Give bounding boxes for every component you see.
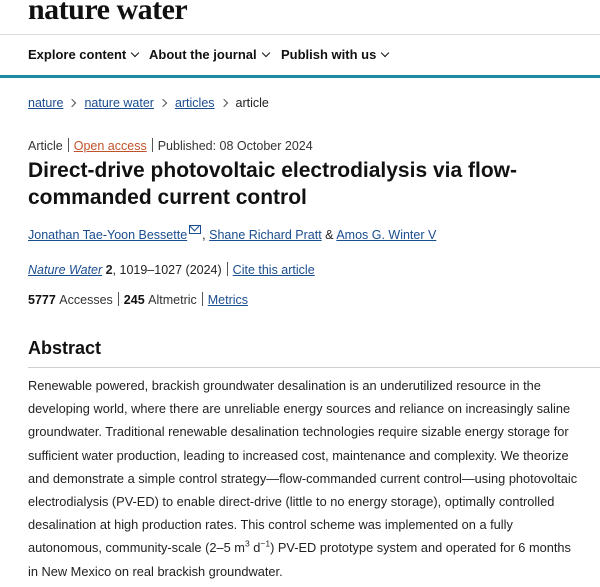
- main-nav: [0, 34, 600, 78]
- journal-link[interactable]: Nature Water: [28, 263, 103, 277]
- article-type: Article: [28, 139, 63, 153]
- abstract-text-part2: d: [249, 540, 261, 556]
- chevron-down-icon: [131, 49, 139, 57]
- superscript-minus1: −1: [260, 539, 271, 550]
- abstract-text: [28, 374, 580, 583]
- chevron-down-icon: [381, 49, 389, 57]
- superscript-3: 3: [244, 539, 250, 550]
- accesses-label: Accesses: [59, 293, 113, 307]
- altmetric-score: 245: [123, 293, 145, 307]
- article-meta: [28, 138, 313, 153]
- divider: [227, 262, 228, 276]
- nav-about-the-journal[interactable]: [149, 47, 269, 62]
- open-access-link[interactable]: Open access: [73, 139, 147, 153]
- email-icon[interactable]: [189, 225, 201, 234]
- abstract-heading: Abstract: [28, 338, 102, 358]
- volume-number: 2: [105, 263, 113, 277]
- nav-publish-with-us-label: Publish with us: [281, 47, 377, 62]
- chevron-right-icon: [159, 99, 167, 107]
- divider: [68, 138, 69, 152]
- chevron-right-icon: [68, 99, 76, 107]
- citation-line: [28, 262, 315, 277]
- author-link-winter[interactable]: Amos G. Winter V: [336, 228, 437, 242]
- author-separator: ,: [202, 228, 206, 242]
- divider: [118, 292, 119, 306]
- author-link-pratt[interactable]: Shane Richard Pratt: [209, 228, 322, 242]
- article-title: Direct-drive photovoltaic electrodialysis via flow-commanded current control: [28, 159, 517, 209]
- breadcrumb-articles[interactable]: articles: [174, 96, 215, 110]
- cite-this-article-link[interactable]: Cite this article: [232, 263, 315, 277]
- nav-about-the-journal-label: About the journal: [149, 47, 257, 62]
- breadcrumb-current: article: [235, 96, 269, 110]
- nav-publish-with-us[interactable]: [281, 47, 388, 62]
- metrics-link[interactable]: Metrics: [207, 293, 249, 307]
- breadcrumb: [28, 96, 269, 110]
- abstract-text-part1: Renewable powered, brackish groundwater desalination is an underutilized resource in the developing world, where there are unreliable energy sources and reliance on increasingly saline groundwater. Traditional renewable desalination technologies require sizable energy storage for sufficient water production, leading to increased cost, maintenance and complexity. We theorize and demonstrate a simple control strategy—flow-commanded current control—using photovoltaic electrodialysis (PV-ED) to enable direct-drive (little to no energy storage), optimally controlled desalination at high production rates. This control scheme was implemented on a fully autonomous, community-scale (2–5 m: [28, 378, 578, 556]
- author-list: [28, 228, 436, 242]
- divider: [152, 138, 153, 152]
- site-logo[interactable]: nature water: [28, 0, 188, 26]
- abstract-divider: [28, 367, 600, 368]
- breadcrumb-nature[interactable]: nature: [28, 96, 64, 110]
- pages-year: , 1019–1027 (2024): [112, 263, 222, 277]
- chevron-right-icon: [219, 99, 227, 107]
- author-link-bessette[interactable]: Jonathan Tae-Yoon Bessette: [28, 228, 188, 242]
- nav-explore-content-label: Explore content: [28, 47, 127, 62]
- author-ampersand: &: [325, 228, 334, 242]
- abstract-text-part3: ) PV-ED prototype system and operated for 6 months in New Mexico on real brackish groundwater.: [28, 540, 571, 579]
- published-date: Published: 08 October 2024: [157, 139, 313, 153]
- altmetric-label: Altmetric: [148, 293, 197, 307]
- nav-explore-content[interactable]: [28, 47, 138, 62]
- chevron-down-icon: [261, 49, 269, 57]
- breadcrumb-nature-water[interactable]: nature water: [84, 96, 154, 110]
- divider: [202, 292, 203, 306]
- accesses-count: 5777: [28, 293, 56, 307]
- article-metrics: [28, 292, 248, 307]
